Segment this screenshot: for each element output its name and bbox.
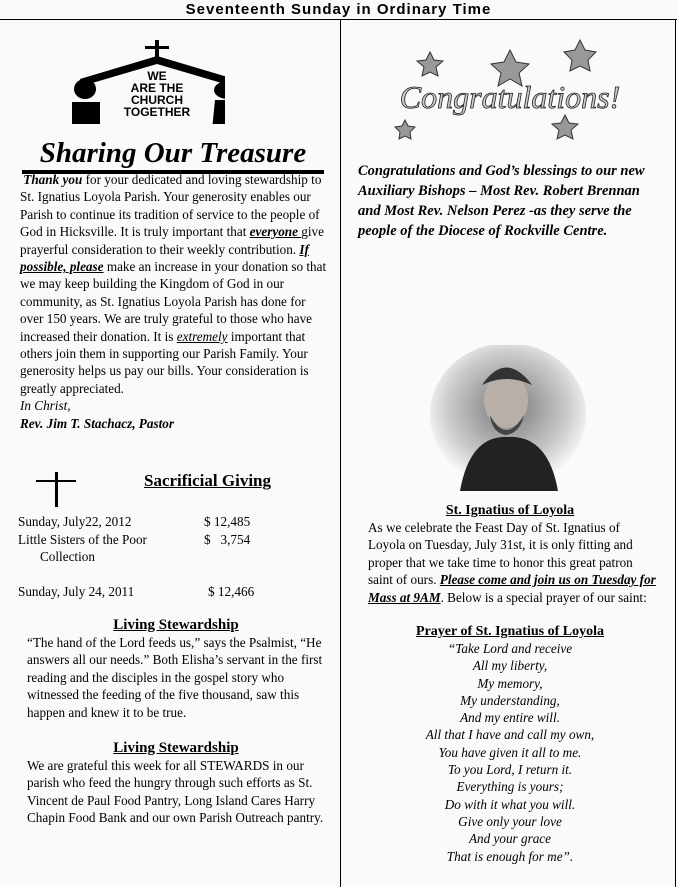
treasure-text: make an increase in your donation so that we may keep building the Kingdom of God in our community, as St. Ignatius Loyola Parish has done for over 150 years. We are truly grateful to those who have increased their donation. It is — [20, 259, 327, 344]
svg-text:CHURCH: CHURCH — [131, 93, 183, 107]
giving-title: Sacrificial Giving — [143, 471, 272, 490]
church-together-logo — [60, 34, 225, 124]
prayer-line: And your grace — [468, 831, 552, 847]
congratulations-banner — [360, 30, 660, 142]
giving-amount: $ 3,754 — [204, 532, 251, 547]
column-divider — [340, 20, 341, 887]
ignatius-title: St. Ignatius of Loyola — [445, 503, 575, 518]
stewardship-title: Living Stewardship — [113, 617, 239, 633]
ignatius-paragraph — [368, 519, 660, 606]
congrats-text: Congratulations and God’s blessings to our new Auxiliary Bishops – Most Rev. Robert Brennan and Most Rev. Nelson Perez -as they serve the people of the Diocese of Rockville Centre. — [358, 163, 645, 239]
stewardship-text: We are grateful this week for all STEWARDS in our parish who feed the hungry through such efforts as St. Vincent de Paul Food Pantry, Long Island Cares Harry Chapin Food Bank and our own Parish Outreach pantry. — [27, 758, 324, 826]
svg-text:TOGETHER: TOGETHER — [123, 105, 191, 119]
if-possible-emphasis: If possible, please — [20, 241, 309, 275]
mass-invitation: Please come and join us on Tuesday for Mass at 9AM — [368, 572, 656, 605]
prayer-line: All my liberty, — [472, 658, 548, 674]
prayer-line: Give only your love — [458, 813, 562, 829]
treasure-text: important that others join them in supporting our Parish Family. Your generosity helps us pay our bills. Your consideration is greatly appreciated. — [20, 328, 309, 396]
svg-text:WE: WE — [147, 69, 167, 83]
svg-text:ARE THE: ARE THE — [130, 81, 184, 95]
ignatius-text: As we celebrate the Feast Day of St. Ignatius of Loyola on Tuesday, July 31st, it is only fitting and proper that we take time to honor this great patron saint of ours. — [368, 520, 633, 588]
prayer-title: Prayer of St. Ignatius of Loyola — [416, 624, 604, 639]
giving-label: Sunday, July22, 2012 — [18, 514, 132, 529]
giving-amount: $ 12,485 — [204, 514, 251, 529]
treasure-text: for your dedicated and loving stewardship to St. Ignatius Loyola Parish. Your generosity enables our Parish to continue its tradition of service to the people of God in Hicksville. It is truly important that — [20, 172, 322, 240]
giving-label: Little Sisters of the Poor — [18, 532, 147, 547]
treasure-text: give prayerful consideration to their weekly contribution. — [20, 224, 324, 257]
stewardship-title: Living Stewardship — [113, 740, 239, 756]
stewardship-text: “The hand of the Lord feeds us,” says the Psalmist, “He answers all our needs.” Both Elisha’s servant in the first reading and the disciples in the gospel story who witnessed the feeding of the five thousand, saw this happen and knew it to be true. — [27, 635, 323, 720]
giving-row — [18, 531, 251, 548]
prayer-line: My memory, — [477, 675, 543, 691]
extremely-emphasis: extremely — [176, 328, 228, 344]
congrats-banner-text: Congratulations! — [399, 79, 621, 115]
ignatius-text: . Below is a special prayer of our saint: — [440, 589, 647, 605]
giving-label: Sunday, July 24, 2011 — [18, 584, 135, 599]
treasure-title: Sharing Our Treasure — [22, 136, 324, 174]
prayer-line: You have given it all to me. — [438, 744, 582, 760]
prayer-line: All that I have and call my own, — [425, 727, 595, 743]
giving-row: Collection — [40, 549, 95, 564]
prayer-text — [360, 640, 660, 865]
prayer-line: “Take Lord and receive — [447, 641, 573, 656]
right-border — [675, 20, 676, 887]
closing: In Christ, — [20, 398, 71, 414]
prayer-line: My understanding, — [460, 692, 560, 708]
prayer-line: To you Lord, I return it. — [447, 762, 573, 778]
thank-you-emphasis: Thank you — [23, 172, 83, 187]
cross-icon — [36, 472, 80, 508]
prayer-line: That is enough for me”. — [446, 848, 574, 864]
everyone-emphasis: everyone — [249, 224, 302, 240]
prayer-line: And my entire will. — [460, 710, 560, 726]
header-divider — [0, 19, 677, 20]
giving-amount: $ 12,466 — [208, 584, 255, 599]
st-ignatius-portrait — [430, 345, 586, 491]
treasure-paragraph — [20, 171, 329, 432]
giving-row — [18, 583, 255, 600]
page-header: Seventeenth Sunday in Ordinary Time — [185, 1, 492, 18]
prayer-line: Do with it what you will. — [444, 796, 576, 812]
giving-row — [18, 513, 251, 530]
prayer-line: Everything is yours; — [456, 779, 564, 795]
signature: Rev. Jim T. Stachacz, Pastor — [20, 415, 174, 431]
